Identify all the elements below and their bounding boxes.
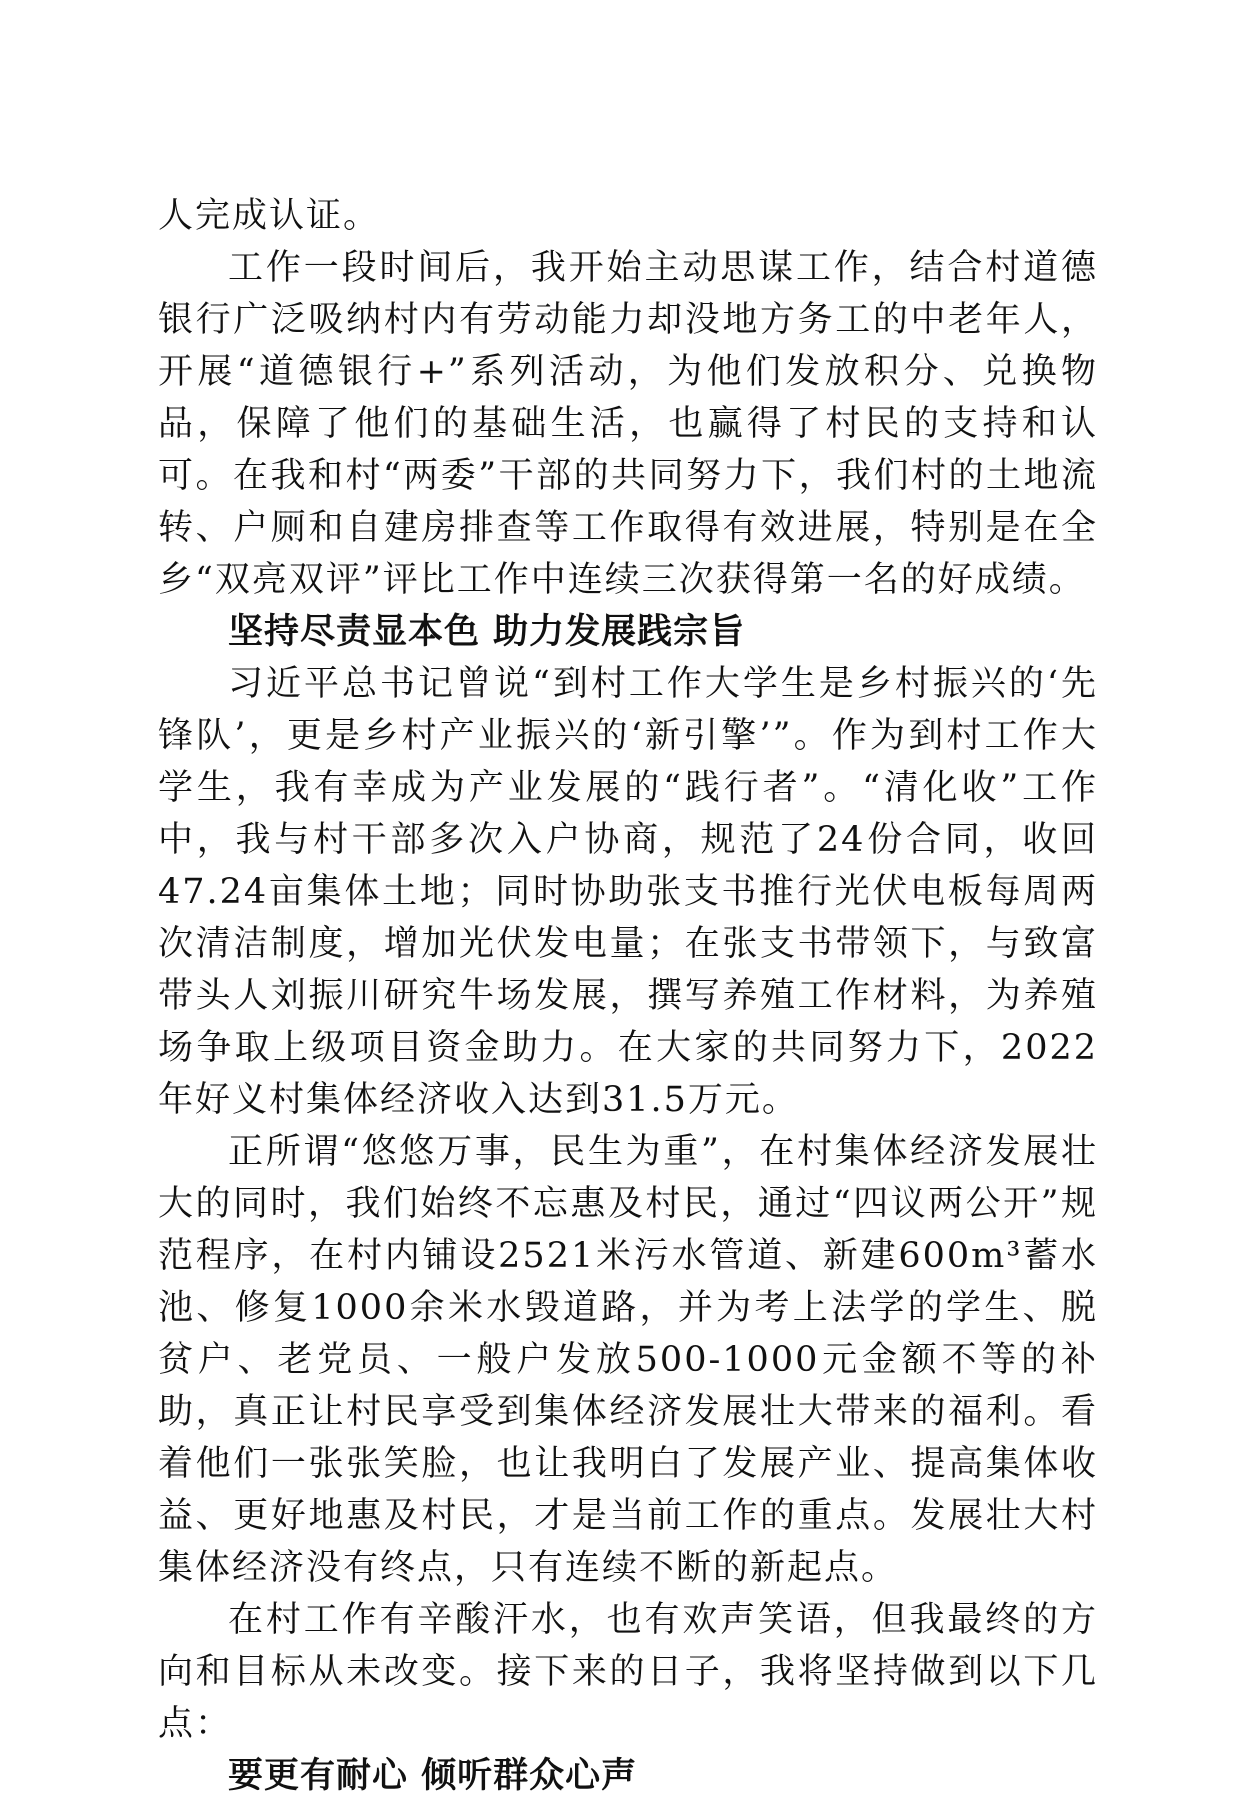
paragraph-future-plans: 在村工作有辛酸汗水，也有欢声笑语，但我最终的方向和目标从未改变。接下来的日子，我将坚持做到以下几点：: [158, 1600, 1098, 1744]
paragraph-continuation: 人完成认证。: [158, 196, 381, 236]
paragraph-work-initiative: 工作一段时间后，我开始主动思谋工作，结合村道德银行广泛吸纳村内有劳动能力却没地方务工的中老年人，开展“道德银行+”系列活动，为他们发放积分、兑换物品，保障了他们的基础生活，也赢得了村民的支持和认可。在我和村“两委”干部的共同努力下，我们村的土地流转、户厕和自建房排查等工作取得有效进展，特别是在全乡“双亮双评”评比工作中连续三次获得第一名的好成绩。: [158, 248, 1098, 600]
section-heading-patience: 要更有耐心 倾听群众心声: [228, 1756, 638, 1796]
paragraph-industry-development: 习近平总书记曾说“到村工作大学生是乡村振兴的‘先锋队’，更是乡村产业振兴的‘新引擎’”。作为到村工作大学生，我有幸成为产业发展的“践行者”。“清化收”工作中，我与村干部多次入户协商，规范了24份合同，收回47.24亩集体土地；同时协助张支书推行光伏电板每周两次清洁制度，增加光伏发电量；在张支书带领下，与致富带头人刘振川研究牛场发展，撰写养殖工作材料，为养殖场争取上级项目资金助力。在大家的共同努力下，2022年好义村集体经济收入达到31.5万元。: [158, 664, 1098, 1120]
paragraph-livelihood: 正所谓“悠悠万事，民生为重”，在村集体经济发展壮大的同时，我们始终不忘惠及村民，通过“四议两公开”规范程序，在村内铺设2521米污水管道、新建600m³蓄水池、修复1000余米水毁道路，并为考上法学的学生、脱贫户、老党员、一般户发放500-1000元金额不等的补助，真正让村民享受到集体经济发展壮大带来的福利。看着他们一张张笑脸，也让我明白了发展产业、提高集体收益、更好地惠及村民，才是当前工作的重点。发展壮大村集体经济没有终点，只有连续不断的新起点。: [158, 1132, 1098, 1588]
document-body: [158, 190, 1098, 1802]
section-heading-responsibility: 坚持尽责显本色 助力发展践宗旨: [228, 612, 746, 652]
